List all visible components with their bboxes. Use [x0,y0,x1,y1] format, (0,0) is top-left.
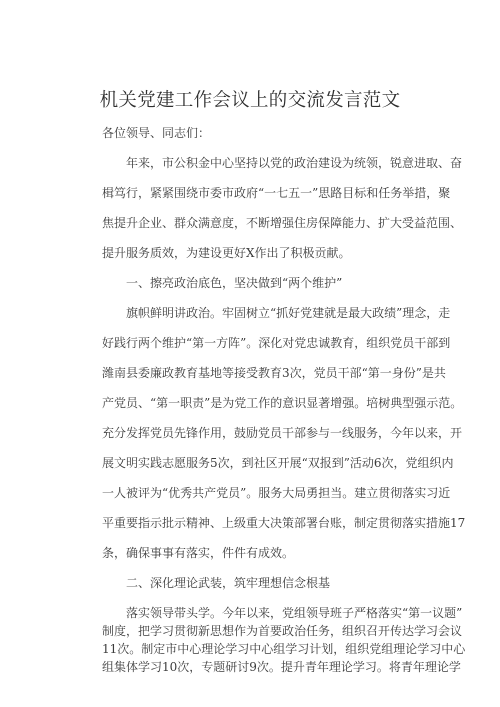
text-line: 年来，市公积金中心坚持以党的政治建设为统领，锐意进取、奋 [126,156,463,170]
document-title: 机关党建工作会议上的交流发言范文 [99,90,401,111]
text-line: 11次。制定市中心理论学习中心组学习计划，组织党组理论学习中心 [102,642,466,656]
text-line: 条，确保事事有落实，件件有成效。 [102,546,295,560]
text-line: 好践行两个维护“第一方阵”。深化对党忠诚教育，组织党员干部到 [102,336,451,350]
text-line: 旗帜鲜明讲政治。牢固树立“抓好党建就是最大政绩”理念，走 [126,306,451,320]
text-line: 潍南县委廉政教育基地等接受教育3次，党员干部“第一身份”是共 [102,366,446,380]
text-line: 充分发挥党员先锋作用，鼓励党员干部参与一线服务，今年以来，开 [102,426,463,440]
text-line: 焦提升企业、群众满意度，不断增强住房保障能力、扩大受益范围、 [102,216,463,230]
text-line: 展文明实践志愿服务5次，到社区开展“双报到”活动6次，党组织内 [102,456,454,470]
text-line: 产党员、“第一职责”是为党工作的意识显著增强。培树典型强示范。 [102,396,463,410]
text-line: 组集体学习10次，专题研讨9次。提升青年理论学习。将青年理论学 [102,660,461,674]
text-line: 落实领导带头学。今年以来，党组领导班子严格落实“第一议题” [126,606,463,620]
text-line: 一人被评为“优秀共产党员”。服务大局勇担当。建立贯彻落实习近 [102,486,451,500]
text-line: 楫笃行，紧紧围绕市委市政府“一七五一”思路目标和任务举措，聚 [102,186,451,200]
greeting: 各位领导、同志们： [102,126,211,140]
text-line: 提升服务质效，为建设更好X作出了积极贡献。 [102,246,351,260]
section-heading-1: 一、擦亮政治底色，坚决做到“两个维护” [126,276,343,290]
section-heading-2: 二、深化理论武装，筑牢理想信念根基 [126,576,331,590]
text-line: 制度，把学习贯彻新思想作为首要政治任务，组织召开传达学习会议 [102,624,463,638]
text-line: 平重要指示批示精神、上级重大决策部署台账，制定贯彻落实措施17 [102,516,466,530]
